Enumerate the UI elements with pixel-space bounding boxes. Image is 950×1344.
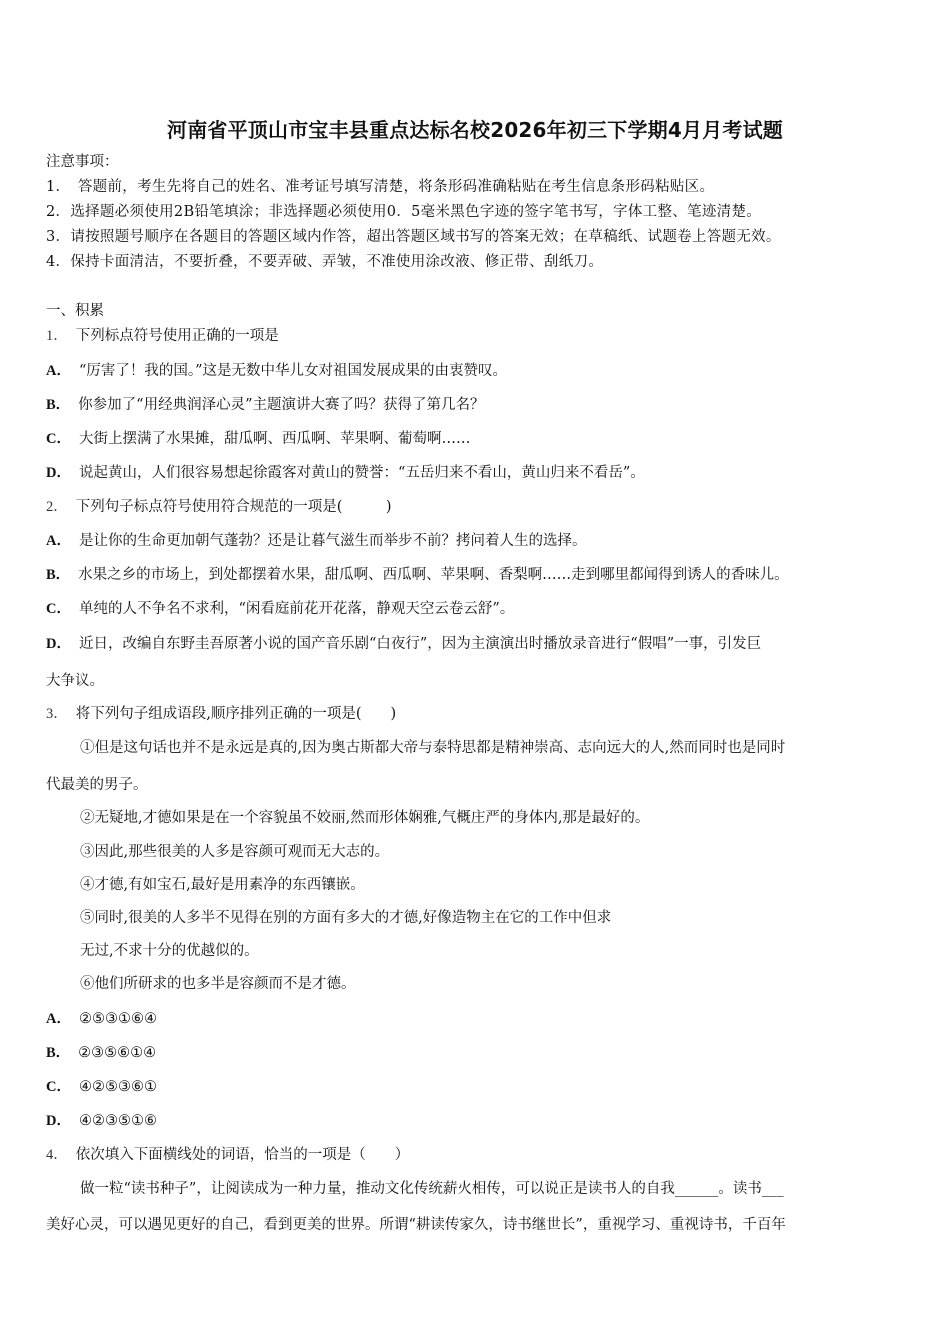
option-text: 大街上摆满了水果摊，甜瓜啊、西瓜啊、苹果啊、葡萄啊…… bbox=[78, 431, 471, 447]
option-letter: B． bbox=[46, 567, 71, 583]
q3-option-b bbox=[46, 1043, 156, 1063]
question-stem: 下列句子标点符号使用符合规范的一项是( ) bbox=[75, 499, 392, 515]
notice-item-1: 1． 答题前，考生先将自己的姓名、准考证号填写清楚，将条形码准确粘贴在考生信息条形码粘贴区。 bbox=[46, 179, 715, 195]
question-3 bbox=[46, 704, 396, 724]
q3-sentence-4: ④才德,有如宝石,最好是用素净的东西镶嵌。 bbox=[80, 877, 365, 893]
q3-sentence-1: ①但是这句话也并不是永远是真的,因为奥古斯都大帝与泰特思都是精神崇高、志向远大的人,然而同时也是同时 bbox=[80, 740, 786, 756]
q2-option-a bbox=[46, 531, 586, 551]
option-letter: B． bbox=[46, 1045, 71, 1061]
q1-option-d bbox=[46, 463, 645, 483]
option-text: ④②⑤③⑥① bbox=[78, 1079, 157, 1095]
option-text: ②③⑤⑥①④ bbox=[78, 1045, 157, 1061]
option-letter: C． bbox=[46, 431, 71, 447]
q2-option-b bbox=[46, 565, 789, 585]
q2-option-d-continuation: 大争议。 bbox=[46, 673, 104, 689]
option-text: 是让你的生命更加朝气蓬勃？还是让暮气滋生而举步不前？拷问着人生的选择。 bbox=[78, 533, 587, 549]
question-stem: 将下列句子组成语段,顺序排列正确的一项是( ) bbox=[75, 706, 397, 722]
section-heading: 一、积累 bbox=[46, 303, 104, 319]
q2-option-c bbox=[46, 599, 514, 619]
option-letter: A． bbox=[46, 363, 71, 379]
q4-passage-line-1: 做一粒“读书种子”，让阅读成为一种力量，推动文化传统薪火相传，可以说正是读书人的自我______。读书___ bbox=[80, 1181, 784, 1197]
q3-sentence-5-continuation: 无过,不求十分的优越似的。 bbox=[80, 943, 259, 959]
q3-sentence-3: ③因此,那些很美的人多是容颜可观而无大志的。 bbox=[80, 844, 390, 860]
question-number: 4． bbox=[46, 1147, 68, 1163]
notice-heading: 注意事项： bbox=[46, 154, 119, 170]
option-text: ④②③⑤①⑥ bbox=[78, 1113, 157, 1129]
q3-sentence-6: ⑥他们所研求的也多半是容颜而不是才德。 bbox=[80, 976, 356, 992]
q3-sentence-1-continuation: 代最美的男子。 bbox=[46, 777, 148, 793]
notice-item-2: 2．选择题必须使用2B铅笔填涂；非选择题必须使用0．5毫米黑色字迹的签字笔书写，字体工整、笔迹清楚。 bbox=[46, 204, 762, 220]
option-text: 近日，改编自东野圭吾原著小说的国产音乐剧“白夜行”，因为主演演出时播放录音进行“假唱”一事，引发巨 bbox=[78, 636, 762, 652]
option-text: “厉害了！我的国。”这是无数中华儿女对祖国发展成果的由衷赞叹。 bbox=[78, 363, 508, 379]
q4-passage-line-2: 美好心灵，可以遇见更好的自己，看到更美的世界。所谓“耕读传家久，诗书继世长”，重视学习、重视诗书，千百年 bbox=[46, 1217, 786, 1233]
option-letter: D． bbox=[46, 1113, 71, 1129]
q3-sentence-5: ⑤同时,很美的人多半不见得在别的方面有多大的才德,好像造物主在它的工作中但求 bbox=[80, 910, 612, 926]
option-letter: D． bbox=[46, 636, 71, 652]
option-letter: A． bbox=[46, 1011, 71, 1027]
question-stem: 依次填入下面横线处的词语，恰当的一项是（ ） bbox=[75, 1147, 410, 1163]
option-letter: C． bbox=[46, 601, 71, 617]
question-stem: 下列标点符号使用正确的一项是 bbox=[75, 328, 279, 344]
option-text: ②⑤③①⑥④ bbox=[78, 1011, 157, 1027]
question-4 bbox=[46, 1145, 409, 1165]
option-letter: D． bbox=[46, 465, 71, 481]
q1-option-c bbox=[46, 429, 470, 449]
option-text: 你参加了“用经典润泽心灵”主题演讲大赛了吗？获得了第几名？ bbox=[78, 397, 485, 413]
q3-sentence-2: ②无疑地,才德如果是在一个容貌虽不姣丽,然而形体娴雅,气概庄严的身体内,那是最好的。 bbox=[80, 810, 650, 826]
q1-option-a bbox=[46, 361, 507, 381]
question-number: 3． bbox=[46, 706, 68, 722]
page-title: 河南省平顶山市宝丰县重点达标名校2026年初三下学期4月月考试题 bbox=[167, 118, 783, 142]
question-number: 1． bbox=[46, 328, 68, 344]
q3-option-d bbox=[46, 1111, 157, 1131]
option-text: 单纯的人不争名不求利，“闲看庭前花开花落，静观天空云卷云舒”。 bbox=[78, 601, 515, 617]
option-letter: C． bbox=[46, 1079, 71, 1095]
question-number: 2． bbox=[46, 499, 68, 515]
notice-item-3: 3．请按照题号顺序在各题目的答题区域内作答，超出答题区域书写的答案无效；在草稿纸、试题卷上答题无效。 bbox=[46, 229, 781, 245]
q2-option-d bbox=[46, 634, 761, 654]
option-letter: A． bbox=[46, 533, 71, 549]
option-text: 水果之乡的市场上，到处都摆着水果，甜瓜啊、西瓜啊、苹果啊、香梨啊……走到哪里都闻得到诱人的香味儿。 bbox=[78, 567, 789, 583]
question-2 bbox=[46, 497, 392, 517]
option-letter: B． bbox=[46, 397, 71, 413]
option-text: 说起黄山，人们很容易想起徐霞客对黄山的赞誉：“五岳归来不看山，黄山归来不看岳”。 bbox=[78, 465, 645, 481]
q3-option-c bbox=[46, 1077, 157, 1097]
q3-option-a bbox=[46, 1009, 157, 1029]
q1-option-b bbox=[46, 395, 485, 415]
notice-item-4: 4．保持卡面清洁，不要折叠，不要弄破、弄皱，不准使用涂改液、修正带、刮纸刀。 bbox=[46, 254, 604, 270]
question-1 bbox=[46, 326, 279, 346]
